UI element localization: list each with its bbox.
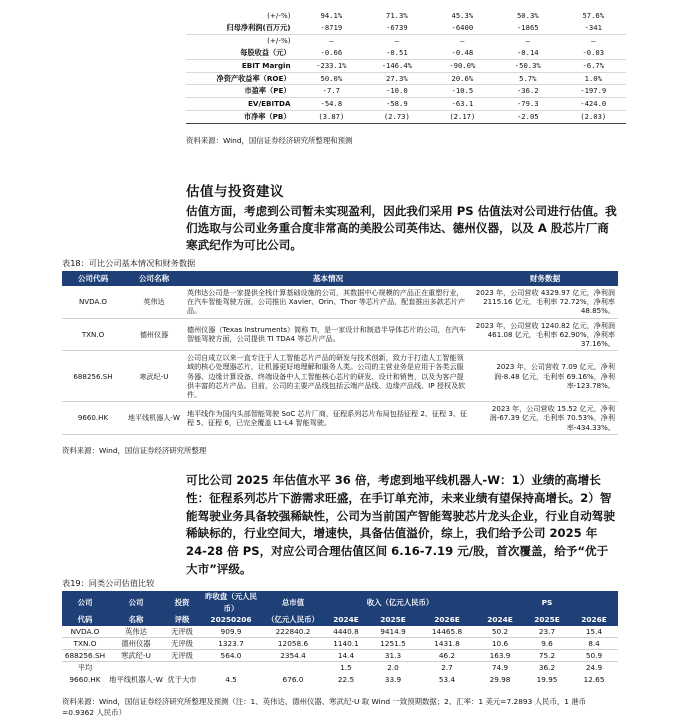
table-cell: 222840.2	[262, 626, 324, 638]
table-cell	[164, 662, 200, 674]
fin-value: —	[460, 35, 465, 45]
table-cell: 9414.9	[368, 626, 418, 638]
table-row	[62, 674, 618, 685]
fin-row	[186, 59, 626, 72]
table-cell: 19.95	[536, 674, 558, 684]
source-note-1: 资料来源：Wind，国信证券经济研究所整理和预测	[186, 136, 353, 145]
h1-revenue: 收入（亿元人民币）	[324, 591, 476, 614]
cell-fin: 2023 年，公司营收 4329.97 亿元，净利润 2115.16 亿元，毛利率 72.72%，净利率 48.85%。	[472, 286, 618, 318]
comparable-companies-table	[62, 271, 618, 435]
fin-value: -197.9	[561, 85, 626, 98]
cell-code: 688256.SH	[62, 351, 124, 402]
fin-value: -54.8	[299, 98, 365, 111]
fin-value: -8719	[299, 22, 365, 34]
table-cell: 676.0	[282, 674, 304, 684]
table-cell: 14465.8	[418, 626, 476, 638]
fin-value: 45.3%	[451, 11, 474, 20]
table-cell: 36.2	[538, 663, 556, 673]
table-cell: 2.0	[387, 663, 399, 673]
table-cell: 163.9	[476, 650, 524, 662]
fin-value: 50.3%	[516, 11, 539, 20]
table-cell: 29.98	[489, 674, 511, 684]
h2-cell: 名称	[108, 614, 164, 626]
fin-value: -58.9	[364, 98, 430, 111]
h2-cell: 2025E	[524, 614, 570, 626]
table-cell: 688256.SH	[62, 650, 108, 662]
header-code: 公司代码	[62, 271, 124, 286]
table-cell: 31.3	[368, 650, 418, 662]
table-row	[62, 650, 618, 662]
fin-value: 57.6%	[582, 11, 605, 20]
cell-name: 德州仪器	[124, 318, 184, 351]
table19-caption: 表19：同类公司估值比较	[62, 578, 155, 588]
table-cell: 4.5	[225, 674, 237, 684]
fin-value: (3.87)	[299, 111, 365, 124]
fin-label: 市盈率（PE）	[186, 85, 299, 98]
section-title: 估值与投资建议	[186, 184, 284, 200]
fin-value: -0.14	[495, 47, 560, 59]
fin-value: 50.0%	[299, 72, 365, 85]
fin-value: -0.03	[561, 47, 626, 59]
h1-ps: PS	[476, 591, 618, 614]
table-cell: 12.65	[583, 674, 605, 684]
table-cell: 909.9	[200, 626, 262, 638]
fin-row	[186, 47, 626, 59]
fin-value: —	[525, 35, 530, 45]
cell-name: 英伟达	[124, 286, 184, 318]
fin-value: -90.0%	[430, 59, 495, 72]
h2-cell: 2026E	[570, 614, 618, 626]
financial-forecast-table	[186, 10, 626, 124]
h1-name: 公司	[108, 591, 164, 614]
fin-value: -1865	[495, 22, 560, 34]
fin-value: 20.6%	[430, 72, 495, 85]
h1-mktcap: 总市值	[262, 591, 324, 614]
fin-value: -146.4%	[364, 59, 430, 72]
table-cell: 2354.4	[262, 650, 324, 662]
table-cell: 8.4	[570, 637, 618, 649]
table-cell: 平均	[77, 663, 93, 673]
h2-cell: 20250206	[200, 614, 262, 626]
fin-value: -10.5	[430, 85, 495, 98]
fin-value: 94.1%	[320, 11, 343, 20]
h2-cell: 2024E	[476, 614, 524, 626]
table-cell: 23.7	[524, 626, 570, 638]
source-note-3: 资料来源：Wind，国信证券经济研究所整理及预测（注：1、英伟达、德州仪器、寒武纪-U 取 Wind 一致预期数据；2、汇率：1 美元=7.2893 人民币，1 港币=0.9362 人民币）	[62, 697, 587, 717]
cell-code: 9660.HK	[62, 402, 124, 435]
h2-cell: 2025E	[368, 614, 418, 626]
table-cell: 德州仪器	[108, 637, 164, 649]
fin-value: -6400	[430, 22, 495, 34]
fin-row	[186, 22, 626, 34]
table-cell: 33.9	[384, 674, 402, 684]
table-cell: 564.0	[200, 650, 262, 662]
fin-value: (2.03)	[561, 111, 626, 124]
fin-label: 市净率（PB）	[186, 111, 299, 124]
table-cell: 无评级	[164, 626, 200, 638]
fin-row	[186, 98, 626, 111]
h2-cell: 代码	[62, 614, 108, 626]
fin-value: -63.1	[430, 98, 495, 111]
cell-basic: 公司自成立以来一直专注于人工智能芯片产品的研发与技术创新，致力于打造人工智能领域的核心处理器芯片，让机器更好地理解和服务人类。公司的主营业务是应用于各类云服务器、边缘计算设备、终端设备中人工智能核心芯片的研发、设计和销售，以及为客户提供丰富的芯片产品。目前，公司的主要产品线包括云端产品线、边缘产品线、IP 授权及软件。	[184, 351, 472, 402]
fin-value: -341	[561, 22, 626, 34]
cell-name: 寒武纪-U	[124, 351, 184, 402]
rating-paragraph: 可比公司 2025 年估值水平 36 倍，考虑到地平线机器人-W：1）业绩的高增长性：征程系列芯片下游需求旺盛，在手订单充沛，未来业绩有望保持高增长。2）智能驾驶业务具备较强稀缺性，公司为当前国产智能驾驶芯片龙头企业，行业自动驾驶稀缺标的，行业空间大，增速快，具备估值溢价，综上，我们给予公司 2025 年 24-28 倍 PS，对应公司合理估值区间 6.16-7.19 元/股，首次覆盖，给予“优于大市”评级。	[186, 473, 615, 576]
valuation-comparison-table	[62, 591, 618, 685]
table-cell: 无评级	[164, 650, 200, 662]
fin-value: -6.7%	[561, 59, 626, 72]
table-row	[62, 402, 618, 435]
fin-label: EBIT Margin	[186, 59, 299, 72]
h1-rating: 投资	[164, 591, 200, 614]
fin-label: EV/EBITDA	[186, 98, 299, 111]
cell-fin: 2023 年，公司营收 15.52 亿元，净利润-67.39 亿元，毛利率 70.53%，净利率-434.33%。	[472, 402, 618, 435]
h2-cell: 评级	[164, 614, 200, 626]
cell-code: TXN.O	[62, 318, 124, 351]
fin-label: (+/-%)	[267, 35, 291, 45]
table-row	[62, 662, 618, 674]
table-cell: 46.2	[418, 650, 476, 662]
table-cell: 无评级	[164, 637, 200, 649]
fin-value: -0.51	[364, 47, 430, 59]
table-cell: 9.6	[524, 637, 570, 649]
table-row	[62, 351, 618, 402]
table-cell	[200, 662, 262, 674]
fin-row	[186, 85, 626, 98]
fin-value: 1.0%	[561, 72, 626, 85]
fin-row	[186, 34, 626, 46]
table-cell: 24.9	[585, 663, 603, 673]
fin-value: -424.0	[561, 98, 626, 111]
table-cell: 10.6	[476, 637, 524, 649]
h2-cell: （亿元人民币）	[262, 614, 324, 626]
cell-name: 地平线机器人-W	[124, 402, 184, 435]
cell-basic: 德州仪器（Texas Instruments）简称 TI，是一家设计和制造半导体芯片的公司，在汽车智能驾驶方面，公司提供 TI TDA4 等芯片产品。	[184, 318, 472, 351]
h2-cell: 2024E	[324, 614, 368, 626]
fin-value: —	[329, 35, 334, 45]
table-row	[62, 318, 618, 351]
table-cell: 地平线机器人-W	[109, 674, 163, 684]
fin-value: (2.73)	[364, 111, 430, 124]
fin-label: (+/-%)	[267, 11, 291, 20]
fin-value: -10.0	[364, 85, 430, 98]
table-cell: 14.4	[324, 650, 368, 662]
table-cell: 1140.1	[324, 637, 368, 649]
h1-close: 昨收盘（元人民币）	[200, 591, 262, 614]
fin-label: 每股收益（元）	[186, 47, 299, 59]
cell-fin: 2023 年，公司营收 7.09 亿元，净利润-8.48 亿元，毛利率 69.16%，净利率-123.78%。	[472, 351, 618, 402]
table18-caption: 表18：可比公司基本情况和财务数据	[62, 258, 196, 268]
table-cell	[262, 662, 324, 674]
fin-value: -233.1%	[299, 59, 365, 72]
table-row	[62, 637, 618, 649]
table-cell: 53.4	[438, 674, 456, 684]
fin-value: -6739	[364, 22, 430, 34]
table-cell: 15.4	[570, 626, 618, 638]
table-cell: 英伟达	[108, 626, 164, 638]
h2-cell: 2026E	[418, 614, 476, 626]
fin-value: -0.48	[430, 47, 495, 59]
table-row	[62, 626, 618, 638]
fin-label: 归母净利润(百万元)	[186, 22, 299, 34]
valuation-paragraph: 估值方面，考虑到公司暂未实现盈利，因此我们采用 PS 估值法对公司进行估值。我们选取与公司业务重合度非常高的美股公司英伟达、德州仪器，以及 A 股芯片厂商寒武纪作为可比公司。	[186, 204, 617, 253]
table-cell: 优于大市	[167, 674, 197, 684]
fin-value: —	[591, 35, 596, 45]
table-cell: 寒武纪-U	[108, 650, 164, 662]
fin-row	[186, 72, 626, 85]
header-basic: 基本情况	[184, 271, 472, 286]
fin-value: -36.2	[495, 85, 560, 98]
table-cell: 50.9	[570, 650, 618, 662]
fin-value: 27.3%	[364, 72, 430, 85]
cell-fin: 2023 年，公司营收 1240.82 亿元，净利润 461.08 亿元，毛利率 62.90%，净利率 37.16%。	[472, 318, 618, 351]
fin-value: (2.17)	[430, 111, 495, 124]
fin-value: 71.3%	[386, 11, 408, 20]
fin-value: -79.3	[495, 98, 560, 111]
table-cell: 1431.8	[418, 637, 476, 649]
header-fin: 财务数据	[472, 271, 618, 286]
table-cell: 74.9	[491, 663, 509, 673]
fin-value: 5.7%	[495, 72, 560, 85]
fin-value: —	[394, 35, 400, 45]
table-cell	[108, 662, 164, 674]
table-cell: 1.5	[340, 663, 352, 673]
table-cell: 1323.7	[200, 637, 262, 649]
h1-code: 公司	[62, 591, 108, 614]
header-name: 公司名称	[124, 271, 184, 286]
fin-row	[186, 111, 626, 124]
fin-value: -7.7	[299, 85, 365, 98]
table-row	[62, 286, 618, 318]
table-cell: 22.5	[337, 674, 355, 684]
fin-label: 净资产收益率（ROE）	[186, 72, 299, 85]
cell-basic: 地平线作为国内头部智能驾驶 SoC 芯片厂商，征程系列芯片布局包括征程 2、征程 3、征程 5、征程 6，已完全覆盖 L1-L4 智能驾驶。	[184, 402, 472, 435]
table-cell: NVDA.O	[62, 626, 108, 638]
table-cell: 4440.8	[324, 626, 368, 638]
table-cell: 9660.HK	[69, 674, 101, 684]
table-cell: 2.7	[441, 663, 453, 673]
table-cell: 75.2	[524, 650, 570, 662]
source-note-2: 资料来源：Wind，国信证券经济研究所整理	[62, 446, 207, 455]
cell-code: NVDA.O	[62, 286, 124, 318]
table-cell: 12058.6	[262, 637, 324, 649]
table-cell: TXN.O	[62, 637, 108, 649]
fin-value: -50.3%	[495, 59, 560, 72]
fin-row	[186, 10, 626, 22]
table-cell: 50.2	[476, 626, 524, 638]
table-cell: 1251.5	[368, 637, 418, 649]
fin-value: -0.66	[299, 47, 365, 59]
cell-basic: 英伟达公司是一家提供全栈计算基础设施的公司，其数据中心规模的产品正在重塑行业，在汽车智能驾驶方面，公司推出 Xavier、Orin、Thor 等芯片产品，配套推出多款芯片产品。	[184, 286, 472, 318]
fin-value: -2.05	[495, 111, 560, 124]
